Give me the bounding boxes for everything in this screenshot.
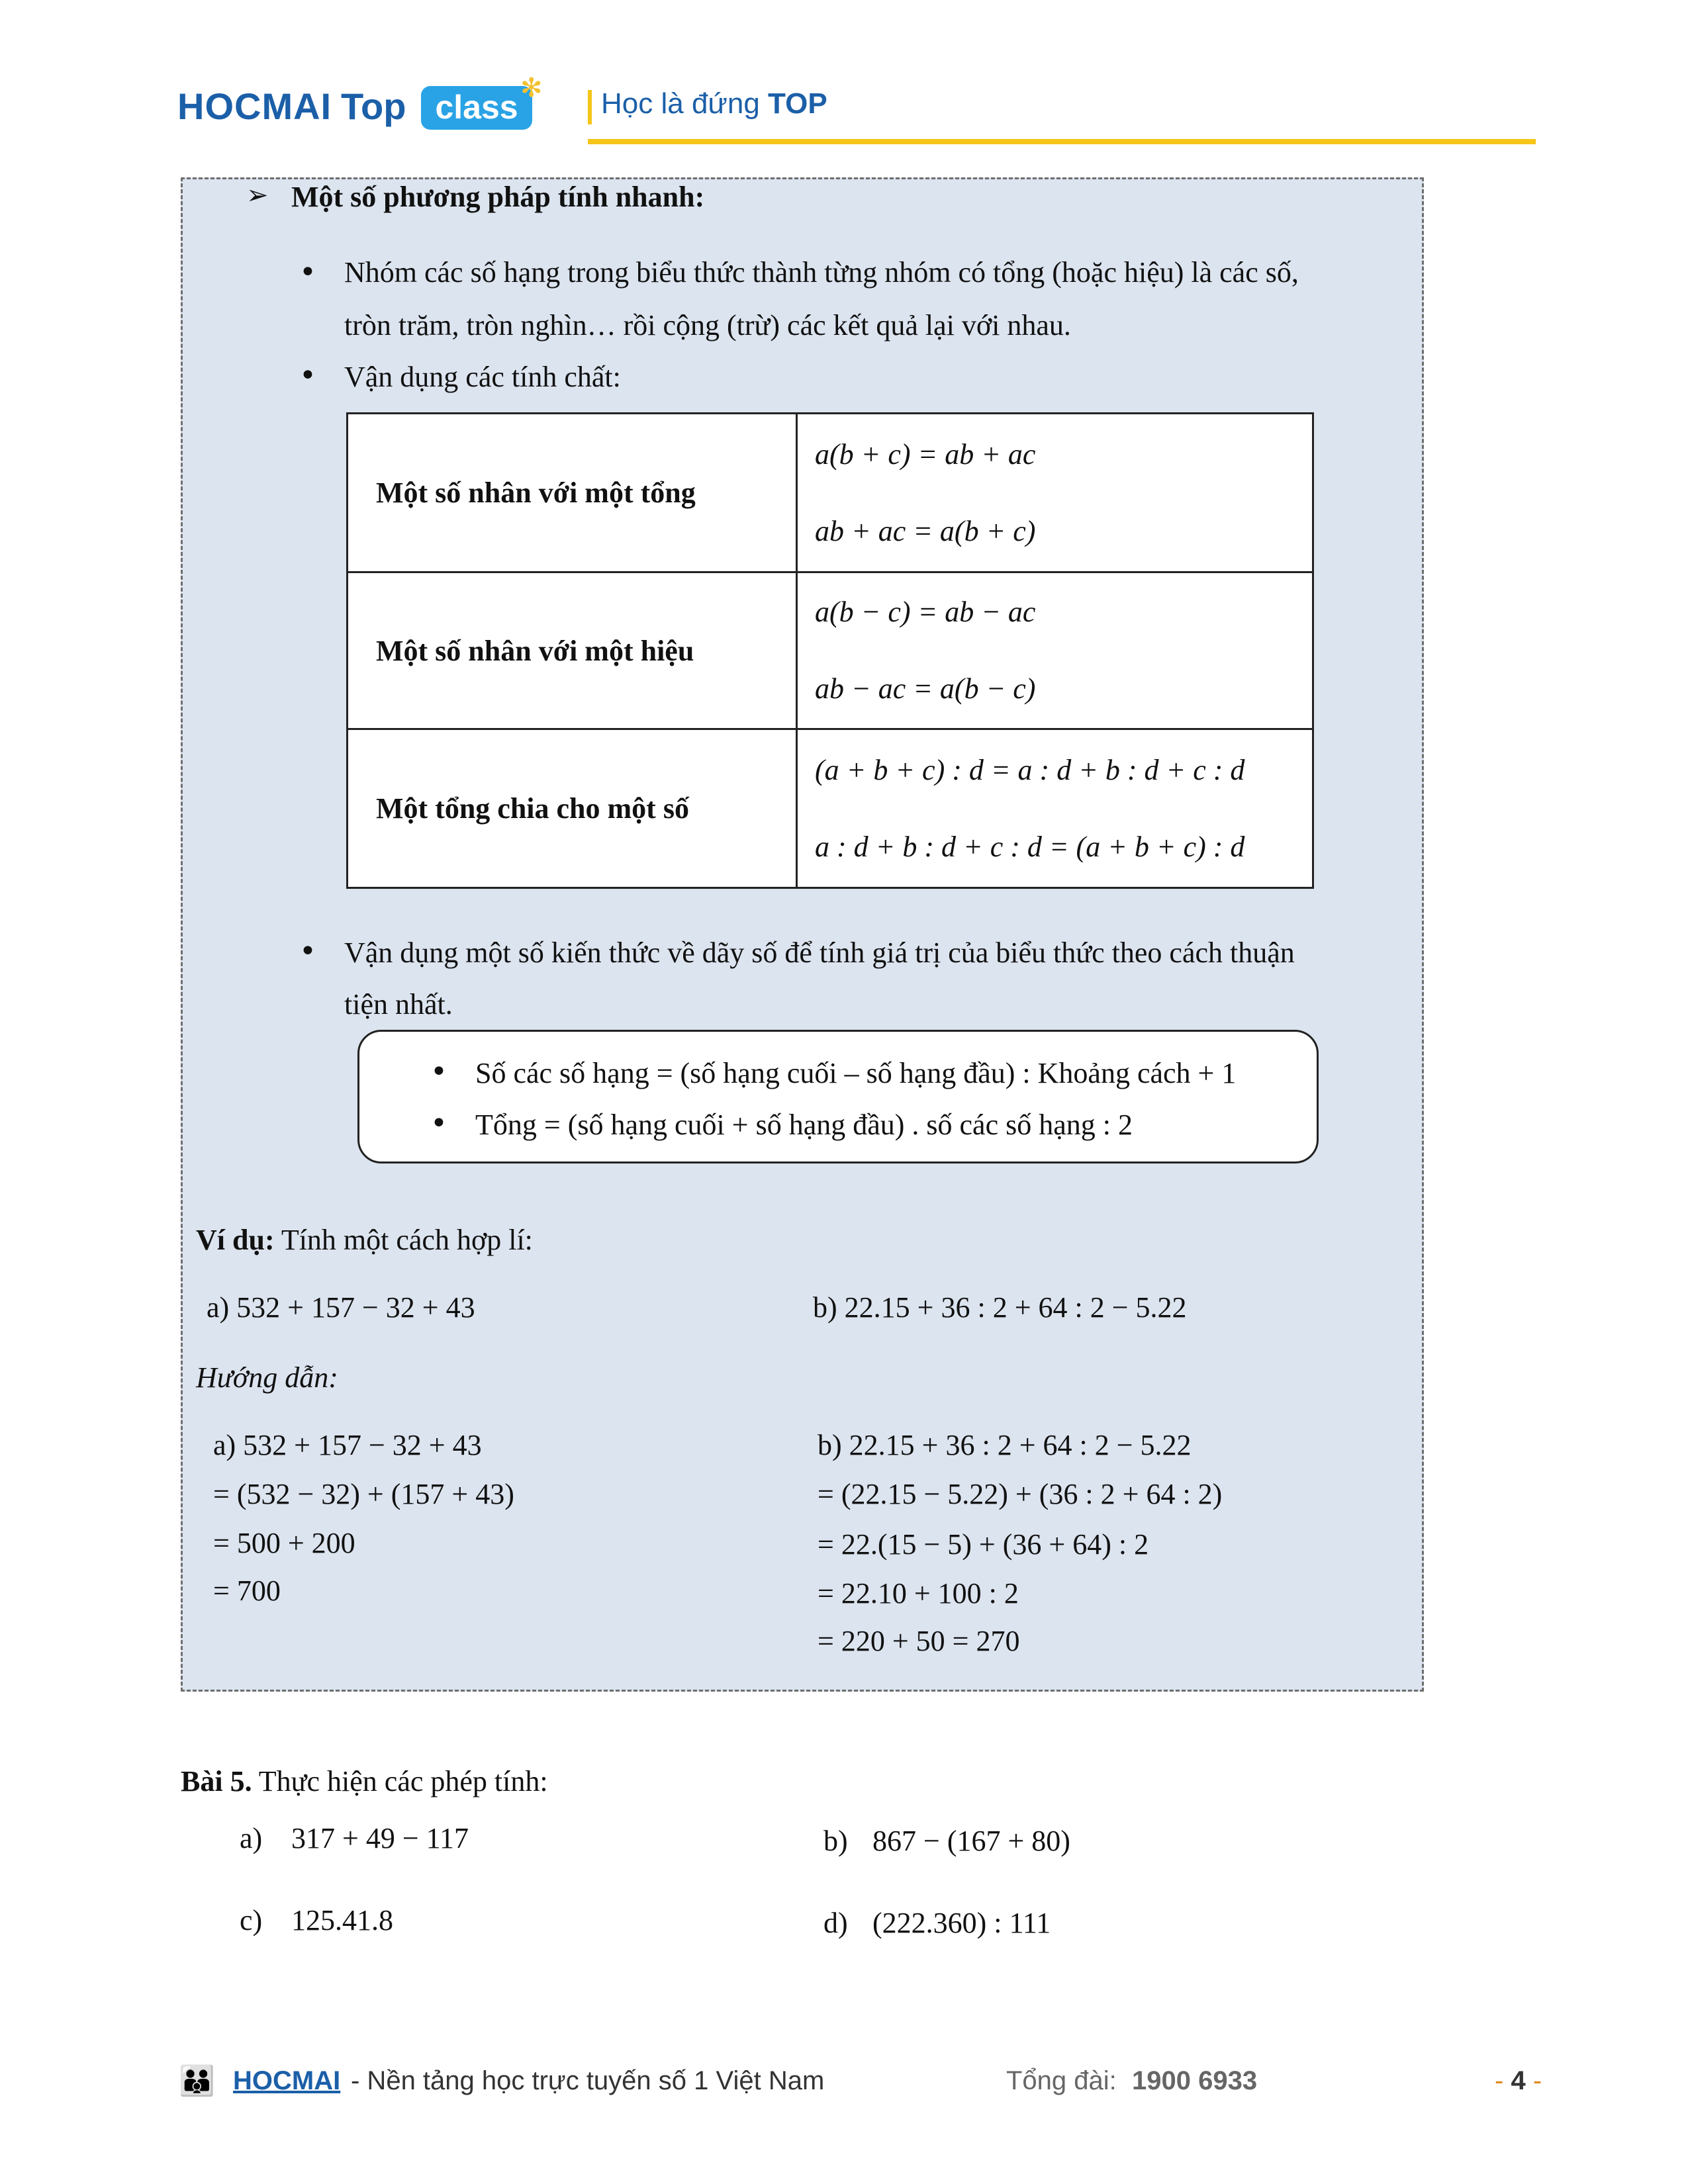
footer-hotline-label: Tổng đài: (1006, 2066, 1117, 2095)
table-formula-cell (797, 572, 1313, 729)
footer-hotline: 1900 6933 (1132, 2066, 1258, 2095)
table-label: Một tổng chia cho một số (348, 729, 797, 888)
hocmai-family-icon: 👪 (179, 2064, 215, 2098)
solution-b-line: b) 22.15 + 36 : 2 + 64 : 2 − 5.22 (818, 1429, 1192, 1461)
exercise-d-label: d) (823, 1907, 848, 1939)
solution-a-line: a) 532 + 157 − 32 + 43 (213, 1429, 482, 1461)
table-row (348, 572, 1313, 729)
solution-b-line: = 220 + 50 = 270 (818, 1625, 1020, 1657)
bullet3-line1: Vận dụng một số kiến thức về dãy số để tính giá trị của biểu thức theo cách thuận (344, 936, 1295, 969)
table-row (348, 729, 1313, 888)
table-formula-cell (797, 414, 1313, 572)
exercise-a-label: a) (240, 1822, 263, 1854)
bullet-dot-icon: • (430, 1107, 447, 1140)
formula: (a + b + c) : d = a : d + b : d + c : d (815, 753, 1245, 786)
solution-b-line: = (22.15 − 5.22) + (36 : 2 + 64 : 2) (818, 1478, 1223, 1510)
box-line2: Tổng = (số hạng cuối + số hạng đầu) . số các số hạng : 2 (475, 1109, 1133, 1141)
bullet2-text: Vận dụng các tính chất: (344, 361, 621, 393)
exercise-d-expr: (222.360) : 111 (872, 1907, 1051, 1939)
solution-a-line: = 500 + 200 (213, 1527, 355, 1559)
tagline: Học là đứng TOP (601, 87, 827, 120)
solution-b-line: = 22.10 + 100 : 2 (818, 1577, 1019, 1610)
logo-class-badge: class (421, 86, 532, 130)
exercise-c-label: c) (240, 1904, 263, 1936)
bullet-dot-icon: • (299, 359, 316, 392)
example-b: b) 22.15 + 36 : 2 + 64 : 2 − 5.22 (813, 1291, 1187, 1324)
page-number: - 4 - (1495, 2066, 1542, 2095)
properties-table (346, 412, 1314, 889)
table-label: Một số nhân với một tổng (348, 414, 797, 572)
exercise-b-label: b) (823, 1825, 848, 1857)
exercise-a-expr: 317 + 49 − 117 (291, 1822, 469, 1854)
solution-b-line: = 22.(15 − 5) + (36 + 64) : 2 (818, 1528, 1149, 1561)
logo-star-icon: ✻ (520, 73, 543, 103)
solution-a-line: = 700 (213, 1574, 281, 1607)
header-rule (588, 139, 1536, 144)
guide-label: Hướng dẫn: (196, 1361, 338, 1394)
table-label: Một số nhân với một hiệu (348, 572, 797, 729)
bullet-dot-icon: • (299, 255, 316, 289)
solution-a-line: = (532 − 32) + (157 + 43) (213, 1478, 514, 1510)
box-line1: Số các số hạng = (số hạng cuối – số hạng đầu) : Khoảng cách + 1 (475, 1057, 1237, 1089)
formula: ab − ac = a(b − c) (815, 672, 1036, 705)
theory-heading: Một số phương pháp tính nhanh: (291, 181, 705, 213)
table-row (348, 414, 1313, 572)
table-formula-cell (797, 729, 1313, 888)
exercise-c-expr: 125.41.8 (291, 1904, 393, 1936)
formula: ab + ac = a(b + c) (815, 514, 1036, 547)
logo-hocmai: HOCMAI (177, 85, 332, 127)
logo-top: Top (341, 85, 406, 127)
footer-brand-link[interactable]: HOCMAI (233, 2066, 341, 2095)
bullet1-line1: Nhóm các số hạng trong biểu thức thành từng nhóm có tổng (hoặc hiệu) là các số, (344, 256, 1299, 289)
bullet3-line2: tiện nhất. (344, 988, 453, 1021)
bullet-dot-icon: • (299, 934, 316, 968)
arrow-bullet-icon: ➢ (246, 180, 269, 210)
tagline-divider (588, 90, 592, 124)
formula: a : d + b : d + c : d = (a + b + c) : d (815, 830, 1245, 863)
footer-slogan: - Nền tảng học trực tuyến số 1 Việt Nam (351, 2066, 825, 2095)
example-a: a) 532 + 157 − 32 + 43 (207, 1291, 475, 1324)
bullet1-line2: tròn trăm, tròn nghìn… rồi cộng (trừ) các kết quả lại với nhau. (344, 309, 1071, 341)
formula: a(b − c) = ab − ac (815, 596, 1036, 628)
bullet-dot-icon: • (430, 1055, 447, 1089)
exercise-title: Bài 5. Thực hiện các phép tính: (181, 1765, 548, 1797)
exercise-b-expr: 867 − (167 + 80) (872, 1825, 1070, 1857)
example-line: Ví dụ: Tính một cách hợp lí: (196, 1224, 533, 1256)
formula: a(b + c) = ab + ac (815, 437, 1036, 471)
